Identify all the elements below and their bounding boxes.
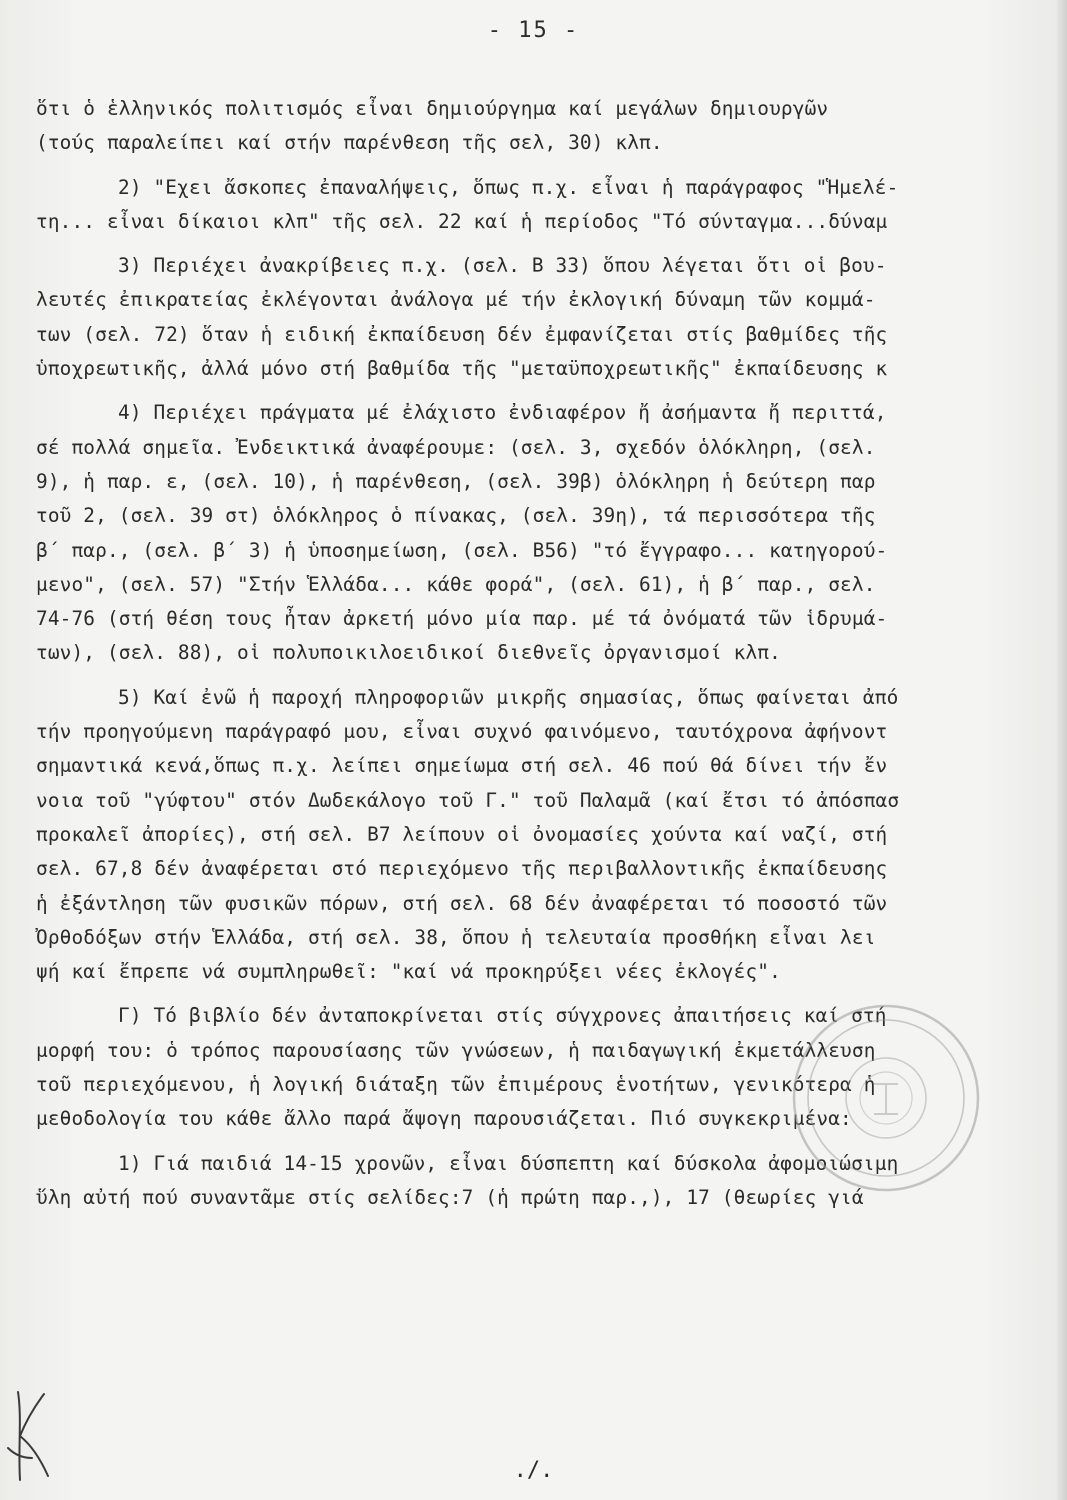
- text-line: μενο", (σελ. 57) "Στήν Ἑλλάδα... κάθε φορά", (σελ. 61), ἡ β΄ παρ., σελ.: [36, 572, 876, 596]
- text-line: β΄ παρ., (σελ. β΄ 3) ἡ ὑποσημείωση, (σελ. Β56) "τό ἔγγραφο... κατηγορού-: [36, 538, 888, 562]
- text-line: 4) Περιέχει πράγματα μέ ἐλάχιστο ἐνδιαφέρον ἤ ἀσήμαντα ἤ περιττά,: [118, 401, 887, 425]
- official-stamp: [788, 1000, 984, 1196]
- text-line: 9), ἡ παρ. ε, (σελ. 10), ἡ παρένθεση, (σελ. 39β) ὁλόκληρη ἡ δεύτερη παρ: [36, 469, 876, 493]
- text-line: λευτές ἐπικρατείας ἐκλέγονται ἀνάλογα μέ τήν ἐκλογική δύναμη τῶν κομμά-: [36, 288, 876, 312]
- text-line: σημαντικά κενά,ὅπως π.χ. λείπει σημείωμα στή σελ. 46 πού θά δίνει τήν ἔν: [36, 754, 888, 778]
- text-line: ψή καί ἔπρεπε νά συμπληρωθεῖ: "καί νά προκηρύξει νέες ἐκλογές".: [36, 960, 781, 984]
- text-line: ἡ ἐξάντληση τῶν φυσικῶν πόρων, στή σελ. 68 δέν ἀναφέρεται τό ποσοστό τῶν: [36, 891, 888, 915]
- text-line: (τούς παραλείπει καί στήν παρένθεση τῆς σελ, 30) κλπ.: [36, 131, 663, 155]
- text-line: τοῦ 2, (σελ. 39 στ) ὁλόκληρος ὁ πίνακας, (σελ. 39η), τά περισσότερα τῆς: [36, 504, 876, 528]
- text-line: σελ. 67,8 δέν ἀναφέρεται στό περιεχόμενο τῆς περιβαλλοντικῆς ἐκπαίδευσης: [36, 857, 888, 881]
- text-line: νοια τοῦ "γύφτου" στόν Δωδεκάλογο τοῦ Γ." τοῦ Παλαμᾶ (καί ἔτσι τό ἀπόσπασ: [36, 788, 900, 812]
- text-line: Γ) Τό βιβλίο δέν ἀνταποκρίνεται στίς σύγχρονες ἀπαιτήσεις καί στή: [118, 1004, 887, 1028]
- text-line: τοῦ περιεχόμενου, ἡ λογική διάταξη τῶν ἐπιμέρους ἑνοτήτων, γενικότερα ἡ: [36, 1073, 876, 1097]
- text-line: ὕλη αὐτή πού συναντᾶμε στίς σελίδες:7 (ἡ πρώτη παρ.,), 17 (θεωρίες γιά: [36, 1185, 864, 1209]
- text-line: προκαλεῖ ἀπορίες), στή σελ. Β7 λείπουν οἱ ὀνομασίες χούντα καί ναζί, στή: [36, 822, 888, 846]
- text-line: ὅτι ὁ ἑλληνικός πολιτισμός εἶναι δημιούργημα καί μεγάλων δημιουργῶν: [36, 97, 829, 120]
- text-line: μεθοδολογία του κάθε ἄλλο παρά ἄψογη παρουσιάζεται. Πιό συγκεκριμένα:: [36, 1107, 852, 1131]
- page-number: - 15 -: [487, 18, 580, 43]
- text-line: των), (σελ. 88), οἱ πολυποικιλοειδικοί διεθνεῖς ὀργανισμοί κλπ.: [36, 641, 781, 665]
- text-line: ὑποχρεωτικῆς, ἀλλά μόνο στή βαθμίδα τῆς "μεταϋποχρεωτικῆς" ἐκπαίδευσης κ: [36, 357, 888, 381]
- text-line: μορφή του: ὁ τρόπος παρουσίασης τῶν γνώσεων, ἡ παιδαγωγική ἐκμετάλλευση: [36, 1038, 876, 1062]
- text-line: τη... εἶναι δίκαιοι κλπ" τῆς σελ. 22 καί ἡ περίοδος "Τό σύνταγμα...δύναμ: [36, 209, 888, 233]
- text-line: 3) Περιέχει ἀνακρίβειες π.χ. (σελ. Β 33) ὅπου λέγεται ὅτι οἱ βου-: [118, 254, 887, 278]
- text-line: 74-76 (στή θέση τους ἦταν ἀρκετή μόνο μία παρ. μέ τά ὀνόματά τῶν ἱδρυμά-: [36, 607, 888, 631]
- text-line: 1) Γιά παιδιά 14-15 χρονῶν, εἶναι δύσπεπτη καί δύσκολα ἀφομοιώσιμη: [118, 1151, 899, 1175]
- continuation-mark: ./.: [513, 1458, 554, 1483]
- text-line: Ὀρθοδόξων στήν Ἑλλάδα, στή σελ. 38, ὅπου ἡ τελευταία προσθήκη εἶναι λει: [36, 925, 876, 949]
- text-line: 2) "Εχει ἄσκοπες ἐπαναλήψεις, ὅπως π.χ. εἶναι ἡ παράγραφος "Ἡμελέ-: [118, 175, 899, 199]
- text-line: τήν προηγούμενη παράγραφό μου, εἶναι συχνό φαινόμενο, ταυτόχρονα ἀφήνοντ: [36, 720, 888, 744]
- text-line: 5) Καί ἐνῶ ἡ παροχή πληροφοριῶν μικρῆς σημασίας, ὅπως φαίνεται ἀπό: [118, 685, 899, 709]
- text-line: των (σελ. 72) ὅταν ἡ ειδική ἐκπαίδευση δέν ἐμφανίζεται στίς βαθμίδες τῆς: [36, 322, 888, 346]
- text-line: σέ πολλά σημεῖα. Ἐνδεικτικά ἀναφέρουμε: (σελ. 3, σχεδόν ὁλόκληρη, (σελ.: [36, 435, 876, 459]
